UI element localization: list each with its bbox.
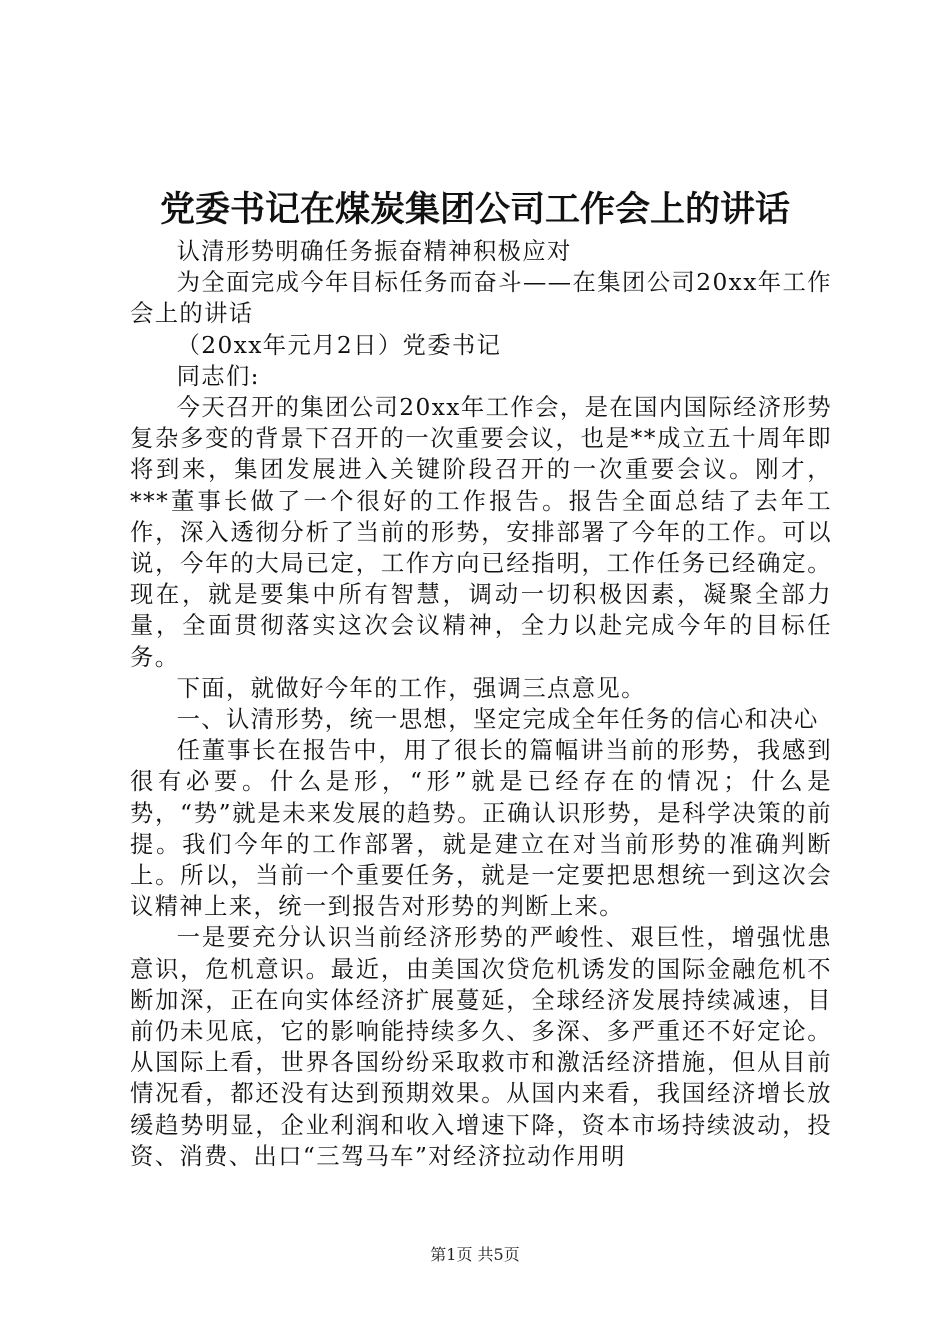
body-paragraph: 任董事长在报告中，用了很长的篇幅讲当前的形势，我感到很有必要。什么是形，“形”就是已经存在的情况；什么是势，“势”就是未来发展的趋势。正确认识形势，是科学决策的前提。我们今年的工作部署，就是建立在对当前形势的准确判断上。所以，当前一个重要任务，就是一定要把思想统一到这次会议精神上来，统一到报告对形势的判断上来。 <box>130 737 832 921</box>
speech-heading: 为全面完成今年目标任务而奋斗——在集团公司20xx年工作会上的讲话 <box>130 269 832 328</box>
speech-date-line: （20xx年元月2日）党委书记 <box>176 331 502 359</box>
document-title: 党委书记在煤炭集团公司工作会上的讲话 <box>159 189 790 230</box>
body-paragraph: 下面，就做好今年的工作，强调三点意见。 <box>176 674 646 702</box>
body-paragraph: 今天召开的集团公司20xx年工作会，是在国内国际经济形势复杂多变的背景下召开的一次重要会议，也是**成立五十周年即将到来，集团发展进入关键阶段召开的一次重要会议。刚才，***董事长做了一个很好的工作报告。报告全面总结了去年工作，深入透彻分析了当前的形势，安排部署了今年的工作。可以说，今年的大局已定，工作方向已经指明，工作任务已经确定。现在，就是要集中所有智慧，调动一切积极因素，凝聚全部力量，全面贯彻落实这次会议精神，全力以赴完成今年的目标任务。 <box>130 394 832 671</box>
page-footer: 第1页 共5页 <box>430 1245 520 1264</box>
salutation: 同志们: <box>176 362 260 390</box>
body-paragraph: 一是要充分认识当前经济形势的严峻性、艰巨性，增强忧患意识，危机意识。最近，由美国次贷危机诱发的国际金融危机不断加深，正在向实体经济扩展蔓延，全球经济发展持续减速，目前仍未见底，它的影响能持续多久、多深、多严重还不好定论。从国际上看，世界各国纷纷采取救市和激活经济措施，但从目前情况看，都还没有达到预期效果。从国内来看，我国经济增长放缓趋势明显，企业利润和收入增速下降，资本市场持续波动，投资、消费、出口“三驾马车”对经济拉动作用明 <box>130 924 832 1170</box>
section-heading: 一、认清形势，统一思想，坚定完成全年任务的信心和决心 <box>176 706 819 734</box>
document-body <box>130 236 832 1172</box>
subtitle-line: 认清形势明确任务振奋精神积极应对 <box>176 238 572 265</box>
